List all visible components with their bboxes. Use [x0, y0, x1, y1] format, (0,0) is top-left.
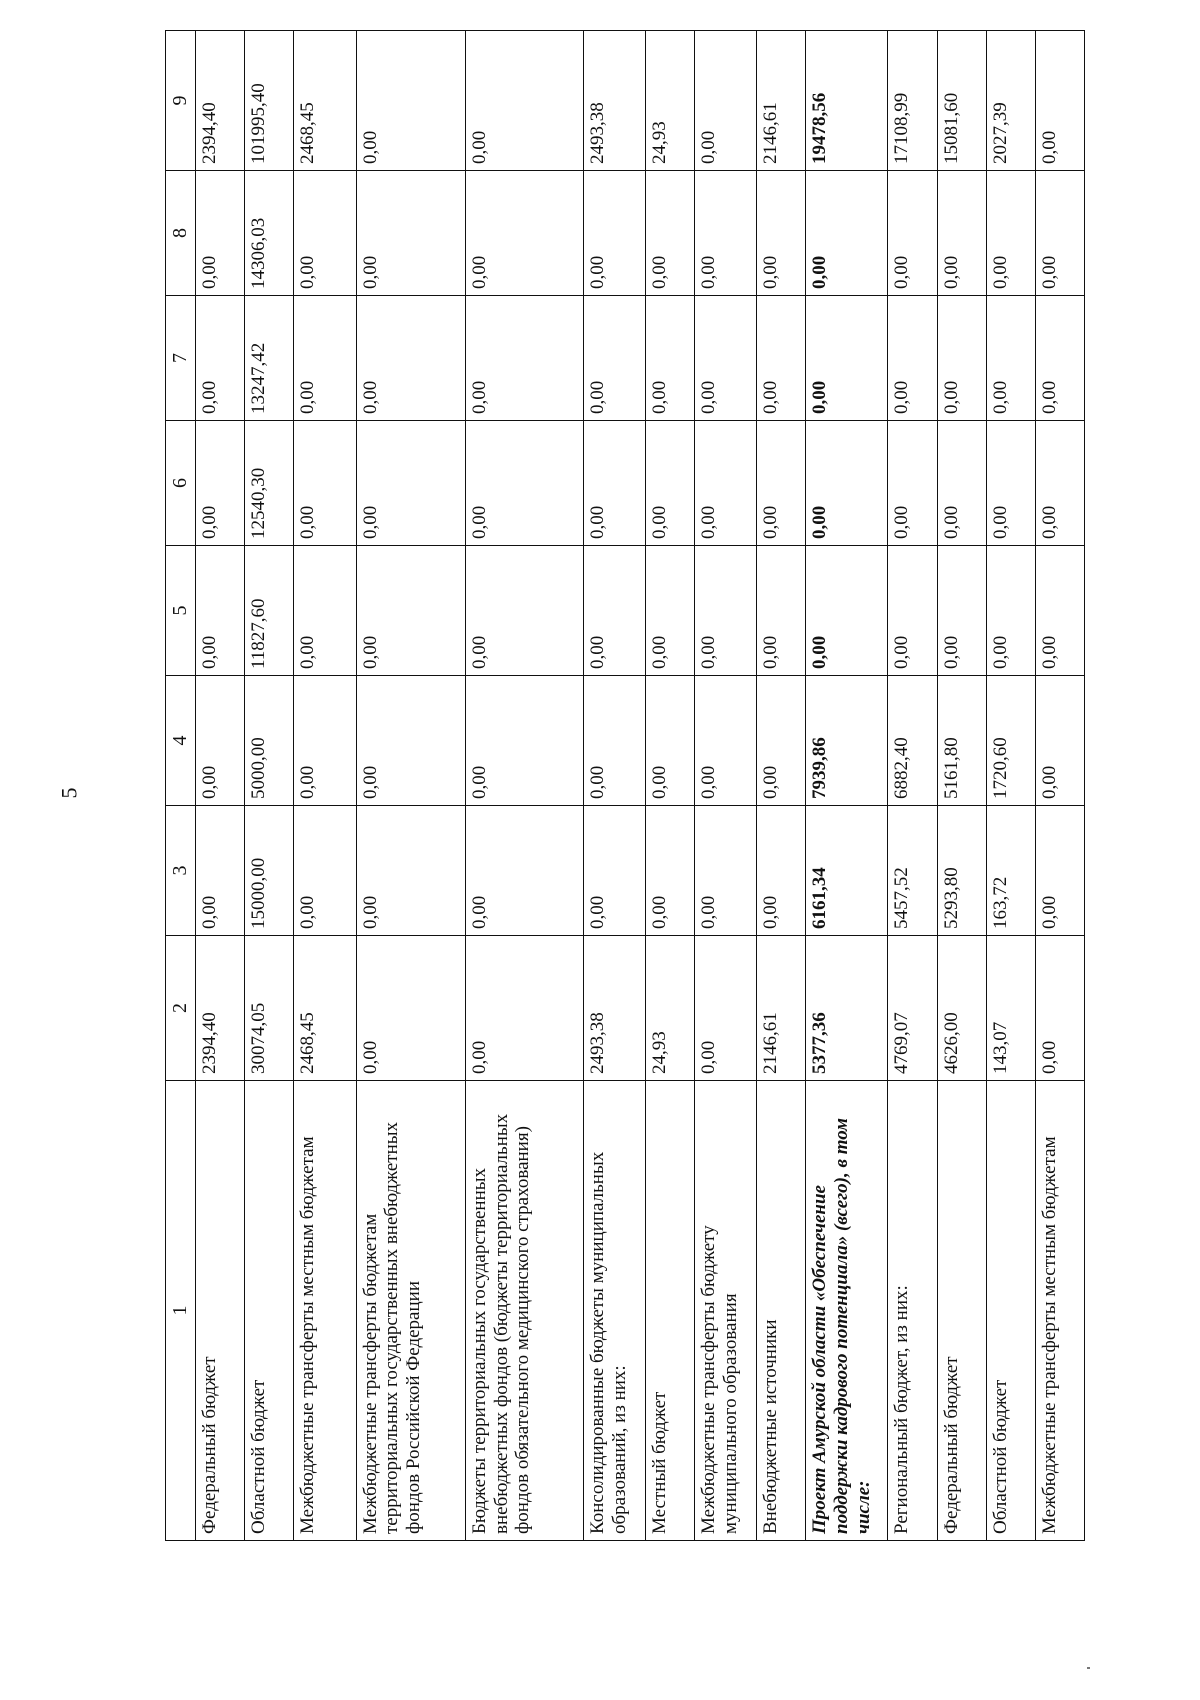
table-row: [645, 31, 694, 1541]
cell-value: 0,00: [645, 296, 694, 421]
cell-value: 0,00: [645, 806, 694, 936]
row-label: Консолидированные бюджеты муниципальных образований, из них:: [583, 1081, 645, 1541]
cell-value: 0,00: [695, 806, 757, 936]
cell-value: 0,00: [1035, 936, 1084, 1081]
page-number: 5: [56, 787, 82, 799]
row-label: Межбюджетные трансферты бюджету муниципального образования: [695, 1081, 757, 1541]
row-label: Федеральный бюджет: [196, 1081, 245, 1541]
cell-value: 0,00: [1035, 676, 1084, 806]
cell-value: 2493,38: [583, 936, 645, 1081]
table-row: [757, 31, 806, 1541]
budget-table: [165, 30, 1085, 1541]
cell-value: 12540,30: [245, 421, 294, 546]
cell-value: 0,00: [465, 936, 583, 1081]
row-label: Межбюджетные трансферты местным бюджетам: [1035, 1081, 1084, 1541]
cell-value: 0,00: [356, 296, 465, 421]
cell-value: 0,00: [695, 296, 757, 421]
row-label: Межбюджетные трансферты бюджетам территориальных государственных внебюджетных фондов Российской Федерации: [356, 1081, 465, 1541]
scan-speck: [1087, 1667, 1090, 1669]
column-header-3: 3: [166, 806, 196, 936]
table-row: [888, 31, 937, 1541]
row-label: Федеральный бюджет: [937, 1081, 986, 1541]
cell-value: 0,00: [645, 546, 694, 676]
cell-value: 0,00: [294, 296, 356, 421]
table-row: [806, 31, 888, 1541]
cell-value: 0,00: [583, 296, 645, 421]
cell-value: 0,00: [695, 171, 757, 296]
cell-value: 2468,45: [294, 31, 356, 171]
cell-value: 0,00: [465, 421, 583, 546]
cell-value: 2468,45: [294, 936, 356, 1081]
cell-value: 2146,61: [757, 31, 806, 171]
cell-value: 0,00: [356, 421, 465, 546]
cell-value: 0,00: [888, 171, 937, 296]
row-label: Местный бюджет: [645, 1081, 694, 1541]
cell-value: 4626,00: [937, 936, 986, 1081]
cell-value: 0,00: [695, 421, 757, 546]
cell-value: 0,00: [695, 676, 757, 806]
cell-value: 101995,40: [245, 31, 294, 171]
cell-value: 0,00: [645, 421, 694, 546]
column-header-6: 6: [166, 421, 196, 546]
cell-value: 5293,80: [937, 806, 986, 936]
cell-value: 0,00: [196, 421, 245, 546]
cell-value: 0,00: [806, 546, 888, 676]
table-row: [294, 31, 356, 1541]
cell-value: 0,00: [937, 546, 986, 676]
row-label: Проект Амурской области «Обеспечение поддержки кадрового потенциала» (всего), в том числе:: [806, 1081, 888, 1541]
cell-value: 0,00: [1035, 546, 1084, 676]
row-label: Внебюджетные источники: [757, 1081, 806, 1541]
cell-value: 2394,40: [196, 936, 245, 1081]
row-label: Межбюджетные трансферты местным бюджетам: [294, 1081, 356, 1541]
cell-value: 0,00: [465, 676, 583, 806]
table-row: [245, 31, 294, 1541]
cell-value: 0,00: [806, 171, 888, 296]
cell-value: 0,00: [465, 31, 583, 171]
cell-value: 5161,80: [937, 676, 986, 806]
cell-value: 143,07: [986, 936, 1035, 1081]
column-header-1: 1: [166, 1081, 196, 1541]
rotated-table-container: [165, 31, 1085, 1541]
cell-value: 0,00: [695, 936, 757, 1081]
cell-value: 0,00: [986, 296, 1035, 421]
cell-value: 2394,40: [196, 31, 245, 171]
cell-value: 0,00: [757, 806, 806, 936]
cell-value: 0,00: [196, 171, 245, 296]
cell-value: 0,00: [757, 421, 806, 546]
cell-value: 0,00: [356, 806, 465, 936]
cell-value: 0,00: [806, 421, 888, 546]
cell-value: 0,00: [888, 421, 937, 546]
cell-value: 0,00: [196, 546, 245, 676]
cell-value: 0,00: [757, 676, 806, 806]
cell-value: 15000,00: [245, 806, 294, 936]
table-body: [196, 31, 1085, 1541]
column-header-8: 8: [166, 171, 196, 296]
cell-value: 15081,60: [937, 31, 986, 171]
row-label: Областной бюджет: [986, 1081, 1035, 1541]
cell-value: 0,00: [465, 296, 583, 421]
cell-value: 0,00: [757, 171, 806, 296]
cell-value: 2146,61: [757, 936, 806, 1081]
cell-value: 0,00: [196, 676, 245, 806]
cell-value: 7939,86: [806, 676, 888, 806]
cell-value: 13247,42: [245, 296, 294, 421]
cell-value: 0,00: [1035, 171, 1084, 296]
cell-value: 0,00: [695, 31, 757, 171]
cell-value: 0,00: [757, 296, 806, 421]
cell-value: 0,00: [1035, 806, 1084, 936]
table-row: [356, 31, 465, 1541]
cell-value: 0,00: [583, 806, 645, 936]
cell-value: 0,00: [356, 546, 465, 676]
cell-value: 1720,60: [986, 676, 1035, 806]
cell-value: 0,00: [986, 171, 1035, 296]
table-row: [196, 31, 245, 1541]
column-header-2: 2: [166, 936, 196, 1081]
cell-value: 4769,07: [888, 936, 937, 1081]
cell-value: 0,00: [583, 676, 645, 806]
table-row: [1035, 31, 1084, 1541]
cell-value: 0,00: [294, 421, 356, 546]
cell-value: 0,00: [645, 171, 694, 296]
cell-value: 0,00: [937, 421, 986, 546]
cell-value: 0,00: [356, 171, 465, 296]
cell-value: 0,00: [1035, 296, 1084, 421]
cell-value: 0,00: [356, 936, 465, 1081]
table-row: [695, 31, 757, 1541]
cell-value: 0,00: [294, 806, 356, 936]
table-row: [937, 31, 986, 1541]
cell-value: 0,00: [294, 676, 356, 806]
cell-value: 0,00: [1035, 421, 1084, 546]
cell-value: 5457,52: [888, 806, 937, 936]
header-row: [166, 31, 196, 1541]
cell-value: 0,00: [465, 171, 583, 296]
cell-value: 5000,00: [245, 676, 294, 806]
table-row: [465, 31, 583, 1541]
cell-value: 0,00: [806, 296, 888, 421]
cell-value: 19478,56: [806, 31, 888, 171]
cell-value: 0,00: [294, 546, 356, 676]
cell-value: 0,00: [986, 546, 1035, 676]
cell-value: 0,00: [937, 171, 986, 296]
cell-value: 0,00: [465, 806, 583, 936]
row-label: Региональный бюджет, из них:: [888, 1081, 937, 1541]
column-header-9: 9: [166, 31, 196, 171]
cell-value: 0,00: [465, 546, 583, 676]
cell-value: 24,93: [645, 936, 694, 1081]
cell-value: 0,00: [294, 171, 356, 296]
column-header-7: 7: [166, 296, 196, 421]
cell-value: 11827,60: [245, 546, 294, 676]
cell-value: 0,00: [757, 546, 806, 676]
cell-value: 6882,40: [888, 676, 937, 806]
cell-value: 0,00: [645, 676, 694, 806]
cell-value: 24,93: [645, 31, 694, 171]
cell-value: 6161,34: [806, 806, 888, 936]
table-row: [986, 31, 1035, 1541]
table-row: [583, 31, 645, 1541]
cell-value: 0,00: [937, 296, 986, 421]
cell-value: 0,00: [1035, 31, 1084, 171]
row-label: Областной бюджет: [245, 1081, 294, 1541]
column-header-4: 4: [166, 676, 196, 806]
column-header-5: 5: [166, 546, 196, 676]
row-label: Бюджеты территориальных государственных внебюджетных фондов (бюджеты территориальных фондов обязательного медицинского страхования): [465, 1081, 583, 1541]
cell-value: 17108,99: [888, 31, 937, 171]
cell-value: 2027,39: [986, 31, 1035, 171]
cell-value: 2493,38: [583, 31, 645, 171]
cell-value: 0,00: [695, 546, 757, 676]
cell-value: 14306,03: [245, 171, 294, 296]
cell-value: 0,00: [583, 171, 645, 296]
cell-value: 0,00: [888, 546, 937, 676]
cell-value: 5377,36: [806, 936, 888, 1081]
cell-value: 0,00: [196, 806, 245, 936]
cell-value: 0,00: [986, 421, 1035, 546]
cell-value: 0,00: [583, 421, 645, 546]
cell-value: 30074,05: [245, 936, 294, 1081]
cell-value: 0,00: [888, 296, 937, 421]
cell-value: 0,00: [196, 296, 245, 421]
cell-value: 163,72: [986, 806, 1035, 936]
cell-value: 0,00: [583, 546, 645, 676]
cell-value: 0,00: [356, 676, 465, 806]
cell-value: 0,00: [356, 31, 465, 171]
